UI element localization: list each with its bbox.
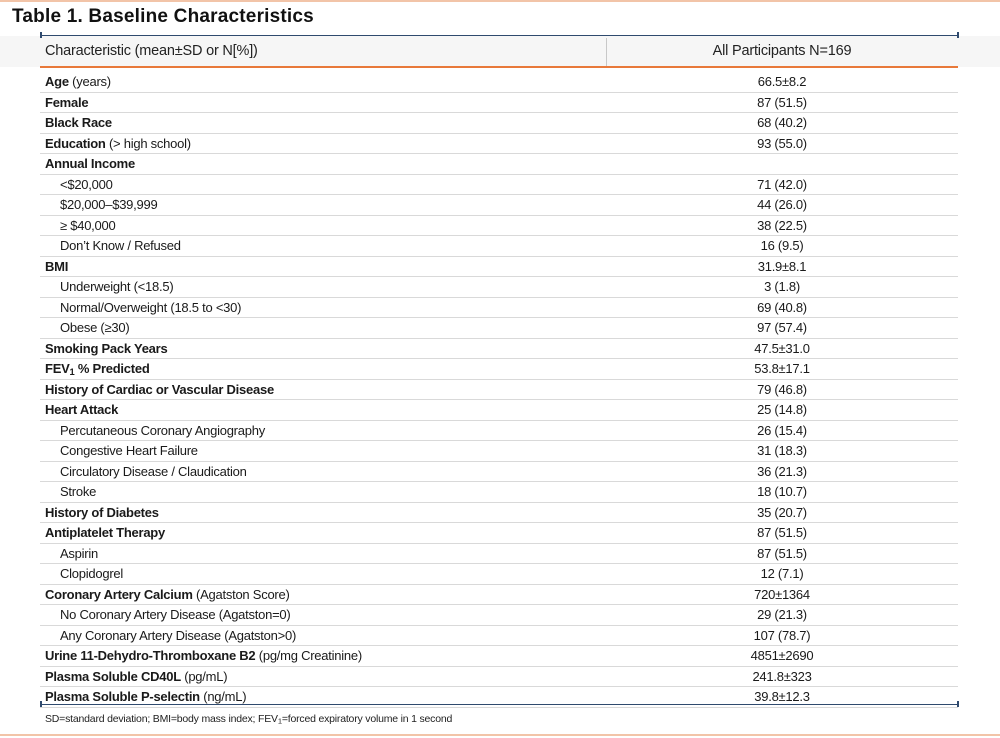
table-row	[40, 441, 958, 462]
value-cell: 4851±2690	[750, 648, 814, 663]
characteristic-cell	[60, 482, 96, 502]
characteristic-label: FEV	[45, 361, 70, 376]
characteristic-cell	[45, 503, 159, 523]
column-header-characteristic: Characteristic (mean±SD or N[%])	[45, 43, 258, 59]
characteristic-cell	[45, 93, 88, 113]
value-cell: 68 (40.2)	[757, 115, 807, 130]
characteristic-detail: ≥ $40,000	[60, 217, 116, 233]
characteristic-detail: Don’t Know / Refused	[60, 238, 181, 253]
characteristic-label: Antiplatelet Therapy	[45, 525, 165, 540]
table-row	[40, 380, 958, 401]
characteristic-cell	[60, 236, 181, 256]
characteristic-label: Smoking Pack Years	[45, 340, 168, 356]
characteristic-cell	[60, 277, 173, 297]
characteristic-cell	[45, 113, 112, 133]
table-row	[40, 667, 958, 688]
value-cell: 16 (9.5)	[760, 238, 804, 253]
value-cell: 47.5±31.0	[754, 340, 810, 356]
table-row	[40, 544, 958, 565]
footnote-text-end: =forced expiratory volume in 1 second	[281, 713, 453, 725]
value-cell: 3 (1.8)	[764, 279, 800, 294]
table-row	[40, 236, 958, 257]
rule-end-cap	[957, 701, 959, 707]
value-cell: 69 (40.8)	[757, 299, 807, 315]
value-cell: 241.8±323	[752, 668, 812, 684]
table-row	[40, 134, 958, 155]
value-cell: 36 (21.3)	[757, 463, 807, 479]
value-cell: 66.5±8.2	[757, 74, 807, 89]
value-cell: 18 (10.7)	[757, 484, 807, 499]
characteristic-label: Female	[45, 94, 89, 110]
table-row	[40, 113, 958, 134]
table-row	[40, 523, 958, 544]
column-header-all-participants: All Participants N=169	[712, 43, 852, 59]
value-cell: 39.8±12.3	[754, 689, 810, 704]
table-row	[40, 257, 958, 278]
characteristic-detail: (pg/mL)	[180, 668, 228, 684]
value-cell: 79 (46.8)	[757, 381, 807, 397]
value-cell: 38 (22.5)	[757, 217, 807, 233]
value-cell: 31 (18.3)	[757, 443, 807, 458]
characteristic-cell	[60, 421, 265, 441]
table-row	[40, 318, 958, 339]
characteristic-label: Urine 11-Dehydro-Thromboxane B2	[45, 648, 256, 663]
characteristic-label: Plasma Soluble P-selectin	[45, 689, 200, 704]
value-cell: 35 (20.7)	[757, 504, 807, 520]
characteristic-detail: (pg/mg Creatinine)	[255, 648, 362, 663]
value-cell: 31.9±8.1	[757, 258, 807, 274]
characteristic-cell	[60, 216, 116, 236]
characteristic-cell	[45, 257, 68, 277]
table-row	[40, 339, 958, 360]
characteristic-cell	[45, 646, 362, 666]
table-row	[40, 72, 958, 93]
characteristic-cell	[60, 462, 247, 482]
characteristic-cell	[60, 195, 157, 215]
characteristic-detail: Percutaneous Coronary Angiography	[60, 422, 265, 438]
value-cell: 93 (55.0)	[757, 135, 807, 151]
characteristic-label: Plasma Soluble CD40L	[45, 668, 181, 684]
characteristic-cell	[45, 400, 118, 420]
table-row	[40, 564, 958, 585]
characteristic-detail: Stroke	[60, 484, 97, 499]
characteristic-detail: Obese (≥30)	[60, 320, 130, 335]
header-underline	[40, 66, 958, 68]
table-row	[40, 298, 958, 319]
value-cell: 87 (51.5)	[757, 94, 807, 110]
characteristic-detail: (> high school)	[105, 135, 191, 151]
table-row	[40, 421, 958, 442]
characteristic-label: Age	[45, 74, 69, 89]
characteristic-detail: No Coronary Artery Disease (Agatston=0)	[60, 607, 291, 622]
characteristic-label: Black Race	[45, 115, 112, 130]
characteristic-label: BMI	[45, 258, 69, 274]
characteristic-label: Education	[45, 135, 106, 151]
characteristic-cell	[60, 544, 98, 564]
characteristic-cell	[45, 72, 111, 92]
characteristic-detail: <$20,000	[60, 176, 113, 192]
characteristic-cell	[45, 585, 290, 605]
value-cell: 26 (15.4)	[757, 422, 807, 438]
characteristic-cell	[60, 298, 241, 318]
table-row	[40, 154, 958, 175]
characteristic-cell	[45, 154, 135, 174]
value-cell: 720±1364	[754, 586, 810, 602]
characteristic-cell	[60, 441, 198, 461]
characteristic-label-cont: % Predicted	[74, 361, 150, 376]
value-cell: 12 (7.1)	[760, 566, 804, 581]
bottom-rule-line	[40, 704, 958, 705]
characteristic-detail: Normal/Overweight (18.5 to <30)	[60, 299, 242, 315]
characteristic-detail: Circulatory Disease / Claudication	[60, 463, 247, 479]
footnote-subscript: 1	[277, 716, 282, 726]
characteristic-cell	[45, 380, 274, 400]
characteristic-detail: Congestive Heart Failure	[60, 443, 198, 458]
table-row	[40, 175, 958, 196]
value-cell: 29 (21.3)	[757, 607, 807, 622]
characteristic-detail: (Agatston Score)	[192, 586, 290, 602]
table-row	[40, 503, 958, 524]
top-rule-line	[40, 35, 958, 36]
characteristic-cell	[60, 564, 123, 584]
table-row	[40, 605, 958, 626]
top-border	[0, 0, 1000, 2]
bottom-border	[0, 734, 1000, 736]
table-row	[40, 626, 958, 647]
characteristic-detail: (years)	[68, 74, 111, 89]
characteristic-cell	[45, 667, 227, 687]
characteristic-detail: Aspirin	[60, 545, 98, 561]
footnote-text: SD=standard deviation; BMI=body mass index; FEV	[45, 713, 278, 725]
table-row	[40, 93, 958, 114]
characteristic-label: Coronary Artery Calcium	[45, 586, 193, 602]
value-cell: 87 (51.5)	[757, 525, 807, 540]
characteristic-label: History of Diabetes	[45, 504, 159, 520]
characteristic-label: History of Cardiac or Vascular Disease	[45, 381, 274, 397]
characteristic-cell	[45, 523, 165, 543]
table-row	[40, 216, 958, 237]
table-title: Table 1. Baseline Characteristics	[12, 6, 314, 27]
value-cell: 44 (26.0)	[757, 197, 807, 212]
table-row	[40, 277, 958, 298]
characteristic-label: Annual Income	[45, 156, 135, 171]
value-cell: 71 (42.0)	[757, 176, 807, 192]
characteristic-cell	[60, 175, 113, 195]
value-cell: 25 (14.8)	[757, 402, 807, 417]
value-cell: 53.8±17.1	[754, 361, 810, 376]
characteristic-cell	[45, 339, 167, 359]
table-row	[40, 462, 958, 483]
table-row	[40, 359, 958, 380]
characteristic-cell	[60, 605, 291, 625]
rule-end-cap	[40, 701, 42, 707]
rule-end-cap	[40, 32, 42, 38]
table-row	[40, 400, 958, 421]
characteristic-detail: Clopidogrel	[60, 566, 124, 581]
value-cell: 107 (78.7)	[753, 627, 811, 643]
table-row	[40, 195, 958, 216]
characteristic-detail: (ng/mL)	[199, 689, 247, 704]
characteristic-label: Heart Attack	[45, 402, 119, 417]
characteristic-detail: $20,000–$39,999	[60, 197, 158, 212]
table-row	[40, 585, 958, 606]
value-cell: 97 (57.4)	[757, 320, 807, 335]
characteristic-subscript: 1	[69, 366, 75, 377]
footnote	[45, 713, 452, 726]
characteristic-cell	[45, 134, 191, 154]
characteristic-detail: Any Coronary Artery Disease (Agatston>0)	[60, 627, 297, 643]
table-body	[40, 72, 958, 708]
characteristic-cell	[60, 318, 129, 338]
characteristic-detail: Underweight (<18.5)	[60, 279, 174, 294]
characteristic-cell	[60, 626, 296, 646]
table-row	[40, 646, 958, 667]
value-cell: 87 (51.5)	[757, 545, 807, 561]
table-row	[40, 482, 958, 503]
characteristic-cell	[45, 359, 150, 382]
